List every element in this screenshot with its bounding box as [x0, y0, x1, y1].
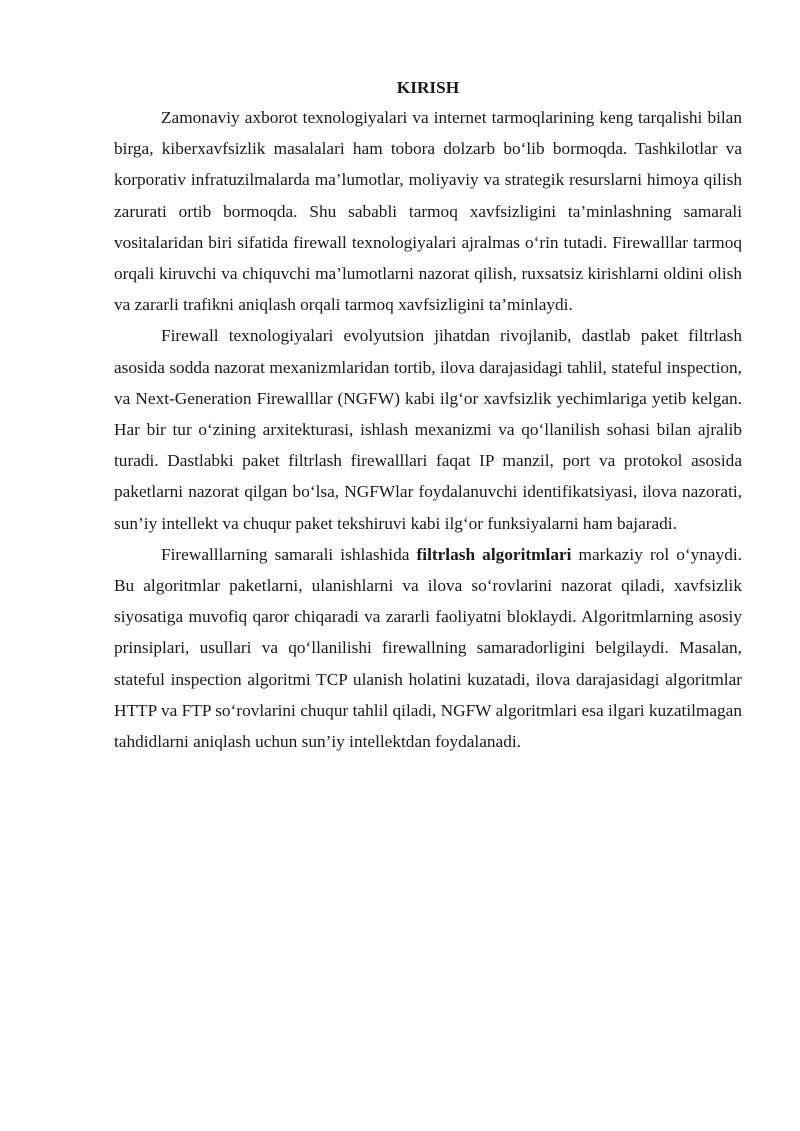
- paragraph-2: Firewall texnologiyalari evolyutsion jihatdan rivojlanib, dastlab paket filtrlash asosida sodda nazorat mexanizmlaridan tortib, ilova darajasidagi tahlil, stateful inspection, va Next-Generation Firewalllar (NGFW) kabi ilg‘or xavfsizlik yechimlariga yetib kelgan. Har bir tur o‘zining arxitekturasi, ishlash mexanizmi va qo‘llanilish sohasi bilan ajralib turadi. Dastlabki paket filtrlash firewalllari faqat IP manzil, port va protokol asosida paketlarni nazorat qilgan bo‘lsa, NGFWlar foydalanuvchi identifikatsiyasi, ilova nazorati, sun’iy intellekt va chuqur paket tekshiruvi kabi ilg‘or funksiyalarni ham bajaradi.: [114, 326, 742, 533]
- paragraph-3-start: Firewalllarning samarali ishlashida: [161, 544, 417, 564]
- paragraph-3: [114, 539, 742, 757]
- document-body: [114, 74, 742, 757]
- paragraph-3-end: markaziy rol o‘ynaydi. Bu algoritmlar paketlarni, ulanishlarni va ilova so‘rovlarini nazorat qiladi, xavfsizlik siyosatiga muvofiq qaror chiqaradi va zararli faoliyatni bloklaydi. Algoritmlarning asosiy prinsiplari, usullari va qo‘llanilishi firewallning samaradorligini belgilaydi. Masalan, stateful inspection algoritmi TCP ulanish holatini kuzatadi, ilova darajasidagi algoritmlar HTTP va FTP so‘rovlarini chuqur tahlil qiladi, NGFW algoritmlari esa ilgari kuzatilmagan tahdidlarni aniqlash uchun sun’iy intellektdan foydalanadi.: [114, 544, 743, 752]
- paragraph-1: Zamonaviy axborot texnologiyalari va internet tarmoqlarining keng tarqalishi bilan birga, kiberxavfsizlik masalalari ham tobora dolzarb bo‘lib bormoqda. Tashkilotlar va korporativ infratuzilmalarda ma’lumotlar, moliyaviy va strategik resurslarni himoya qilish zarurati ortib bormoqda. Shu sababli tarmoq xavfsizligini ta’minlashning samarali vositalaridan biri sifatida firewall texnologiyalari ajralmas o‘rin tutadi. Firewalllar tarmoq orqali kiruvchi va chiquvchi ma’lumotlarni nazorat qilish, ruxsatsiz kirishlarni oldini olish va zararli trafikni aniqlash orqali tarmoq xavfsizligini ta’minlaydi.: [114, 108, 742, 315]
- section-heading: KIRISH: [396, 78, 460, 97]
- paragraph-3-emphasis: filtrlash algoritmlari: [416, 544, 572, 564]
